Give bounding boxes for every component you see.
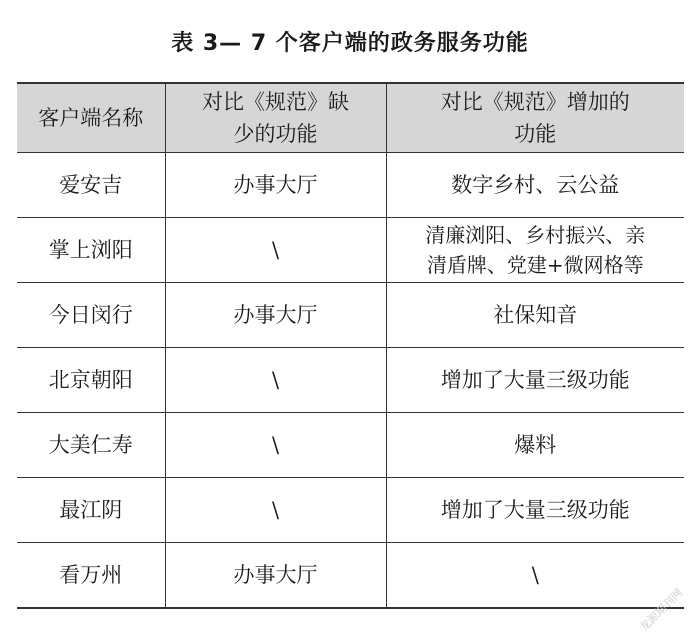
table-row: [17, 153, 684, 218]
table-row: [17, 413, 684, 478]
watermark: 龙源期刊网: [637, 586, 686, 635]
client-name-cell: 爱安吉: [17, 153, 165, 218]
client-name-cell: 掌上浏阳: [17, 218, 165, 283]
added-functions-line-1: 清廉浏阳、乡村振兴、亲: [425, 223, 646, 247]
missing-functions-cell: 办事大厅: [165, 153, 386, 218]
header-added-line-2: 功能: [514, 122, 557, 146]
added-functions-cell: 增加了大量三级功能: [386, 478, 684, 543]
client-name-cell: 看万州: [17, 543, 165, 609]
table-title: 表 3— 7 个客户端的政务服务功能: [171, 31, 529, 56]
client-name-cell: 最江阴: [17, 478, 165, 543]
header-missing-line-1: 对比《规范》缺: [202, 90, 349, 114]
table-header-row: [17, 83, 684, 153]
added-functions-line-2: 清盾牌、党建+微网格等: [426, 253, 644, 277]
missing-functions-cell: \: [165, 413, 386, 478]
added-functions-cell: \: [386, 543, 684, 609]
header-added-functions: [386, 83, 684, 153]
header-missing-functions: [165, 83, 386, 153]
client-name-cell: 北京朝阳: [17, 348, 165, 413]
missing-functions-cell: \: [165, 218, 386, 283]
missing-functions-cell: 办事大厅: [165, 283, 386, 348]
client-functions-table: [17, 82, 684, 609]
header-missing-line-2: 少的功能: [233, 122, 318, 146]
table-row: [17, 218, 684, 283]
table-row: [17, 543, 684, 609]
added-functions-cell: 数字乡村、云公益: [386, 153, 684, 218]
table-row: [17, 283, 684, 348]
missing-functions-cell: 办事大厅: [165, 543, 386, 609]
added-functions-cell: [386, 218, 684, 283]
header-client-name-line-1: 客户端名称: [38, 106, 144, 130]
missing-functions-cell: \: [165, 348, 386, 413]
header-added-line-1: 对比《规范》增加的: [440, 90, 630, 114]
table-row: [17, 348, 684, 413]
header-client-name: [17, 83, 165, 153]
client-name-cell: 大美仁寿: [17, 413, 165, 478]
added-functions-cell: 社保知音: [386, 283, 684, 348]
missing-functions-cell: \: [165, 478, 386, 543]
client-name-cell: 今日闵行: [17, 283, 165, 348]
added-functions-cell: 增加了大量三级功能: [386, 348, 684, 413]
added-functions-cell: 爆料: [386, 413, 684, 478]
table-row: [17, 478, 684, 543]
